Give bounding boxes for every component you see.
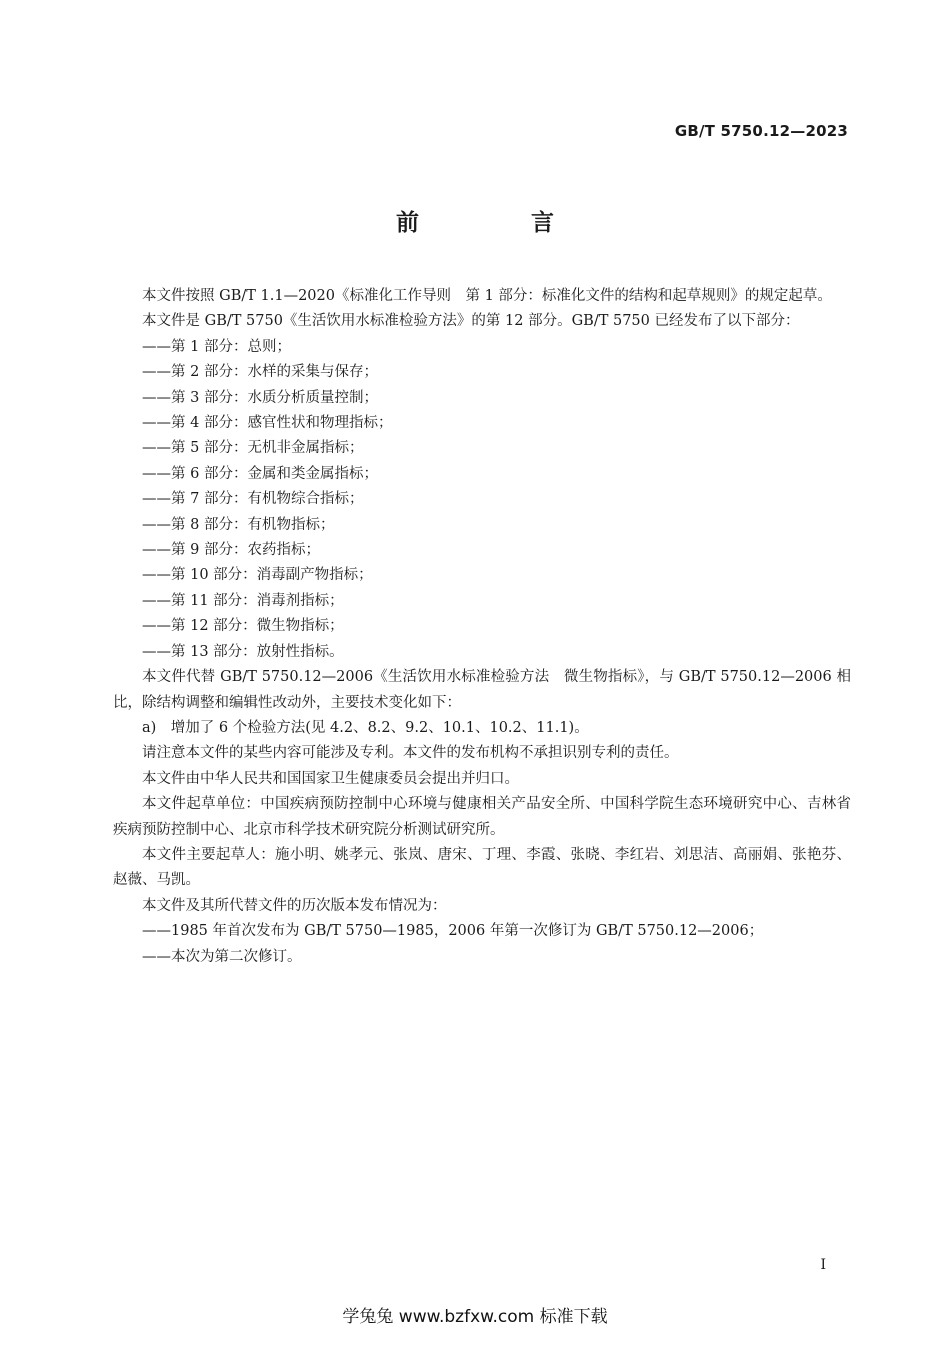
page-number: I [820,1257,826,1273]
list-item: ——第 12 部分：微生物指标； [142,618,344,635]
list-item: ——第 5 部分：无机非金属指标； [142,440,364,457]
paragraph-drafters: 本文件主要起草人：施小明、姚孝元、张岚、唐宋、丁理、李霞、张晓、李红岩、刘思洁、高丽娟、张艳芬、赵薇、马凯。 [113,846,851,889]
change-item-a: a) 增加了 6 个检验方法(见 4.2、8.2、9.2、10.1、10.2、11.1)。 [142,719,589,736]
paragraph-series-intro: 本文件是 GB/T 5750《生活饮用水标准检验方法》的第 12 部分。GB/T 5750 已经发布了以下部分： [142,313,800,330]
list-item: ——第 1 部分：总则； [142,338,291,355]
list-item: ——第 2 部分：水样的采集与保存； [142,364,378,381]
list-item: ——第 11 部分：消毒剂指标； [142,592,344,609]
list-item: ——第 3 部分：水质分析质量控制； [142,389,378,406]
list-item: ——第 13 部分：放射性指标。 [142,643,344,660]
paragraph-history-intro: 本文件及其所代替文件的历次版本发布情况为： [142,897,447,914]
foreword-body [113,284,851,970]
list-item: ——1985 年首次发布为 GB/T 5750—1985，2006 年第一次修订为 GB/T 5750.12—2006； [142,923,764,940]
list-item: ——本次为第二次修订。 [142,948,302,965]
history-list [113,919,851,970]
paragraph-patent-notice: 请注意本文件的某些内容可能涉及专利。本文件的发布机构不承担识别专利的责任。 [142,745,679,762]
list-item: ——第 4 部分：感官性状和物理指标； [142,415,393,432]
standard-code: GB/T 5750.12—2023 [674,122,848,140]
list-item: ——第 6 部分：金属和类金属指标； [142,465,378,482]
paragraph-drafting-units: 本文件起草单位：中国疾病预防控制中心环境与健康相关产品安全所、中国科学院生态环境研究中心、吉林省疾病预防控制中心、北京市科学技术研究院分析测试研究所。 [113,796,851,838]
site-watermark: 学兔兔 www.bzfxw.com 标准下载 [342,1307,608,1327]
list-item: ——第 9 部分：农药指标； [142,542,320,559]
list-item: ——第 7 部分：有机物综合指标； [142,491,364,508]
page-title: 前 言 [395,210,606,236]
list-item: ——第 10 部分：消毒副产物指标； [142,567,373,584]
paragraph-replaces: 本文件代替 GB/T 5750.12—2006《生活饮用水标准检验方法 微生物指标》，与 GB/T 5750.12—2006 相比，除结构调整和编辑性改动外，主要技术变化如下： [113,669,851,711]
paragraph-drafting-rules: 本文件按照 GB/T 1.1—2020《标准化工作导则 第 1 部分：标准化文件的结构和起草规则》的规定起草。 [142,288,832,304]
list-item: ——第 8 部分：有机物指标； [142,516,335,533]
parts-list [113,335,851,665]
paragraph-proposer: 本文件由中华人民共和国国家卫生健康委员会提出并归口。 [142,770,519,787]
